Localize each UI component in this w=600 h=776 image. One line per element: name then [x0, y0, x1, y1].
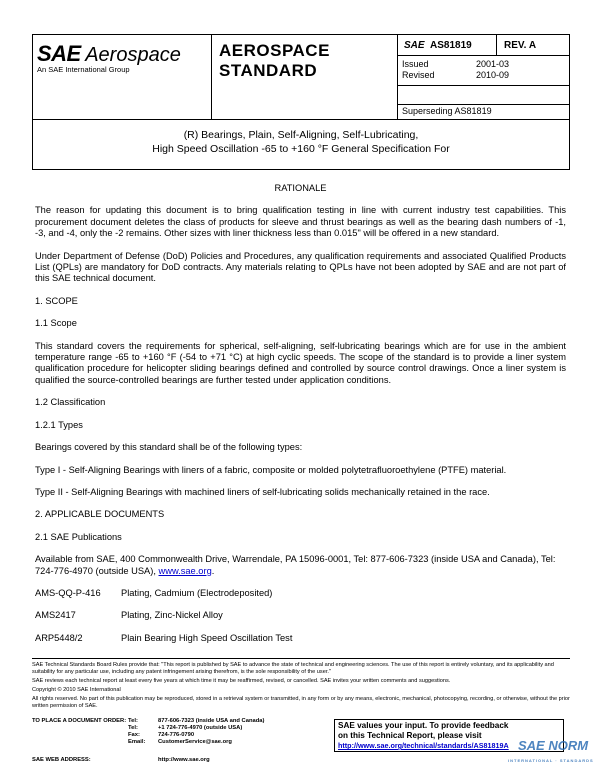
- superseding-row: [398, 85, 569, 105]
- standard-title-line2: STANDARD: [219, 61, 318, 80]
- rationale-paragraph-1: The reason for updating this document is to bring qualification testing in line with current industry test capabilities. This procurement document deletes the class of products for sleeve and thrust bearings as well as the bearing dash numbers of -1, -3, and -4, only the -2 remains. Other sizes with liner thickness less than 0.015" will be offered in a new standard.: [35, 205, 566, 239]
- header-divider: [211, 35, 212, 119]
- tel2-label: Tel:: [128, 725, 138, 731]
- fax-label: Fax:: [128, 732, 140, 738]
- logo-tagline: An SAE International Group: [37, 65, 130, 74]
- footer-rules: SAE Technical Standards Board Rules provide that: "This report is published by SAE to advance the state of technical and engineering sciences. The use of this report is entirely voluntary, and its applicability and suitability for any particular use, including any patent infringement arising therefrom, is the sole responsibility of the user.": [32, 662, 554, 675]
- title-line1: (R) Bearings, Plain, Self-Aligning, Self-Lubricating,: [183, 129, 419, 141]
- reference-title: Plain Bearing High Speed Oscillation Test: [121, 632, 293, 643]
- order-contact: [32, 718, 264, 746]
- revised-label: Revised: [402, 70, 435, 80]
- section-2-heading: 2. APPLICABLE DOCUMENTS: [35, 509, 165, 520]
- reference-code: AMS2417: [35, 610, 76, 621]
- type-1: Type I - Self-Aligning Bearings with liners of a fabric, composite or molded polytetrafluoroethylene (PTFE) material.: [35, 464, 507, 475]
- reference-row: [35, 610, 566, 621]
- tel2-value: +1 724-776-4970 (outside USA): [158, 725, 243, 731]
- revised-value: 2010-09: [476, 70, 510, 80]
- section-1-2-1-heading: 1.2.1 Types: [35, 419, 83, 430]
- feedback-link[interactable]: http://www.sae.org/technical/standards/AS81819A: [338, 741, 509, 750]
- watermark-text: SAE NORM: [518, 738, 589, 753]
- fax-value: 724-776-0790: [158, 732, 195, 738]
- scope-paragraph: This standard covers the requirements for spherical, self-aligning, self-lubricating bearings which are for use in the ambient temperature range -65 to +160 °F (-54 to +71 °C) at high cyclic speeds. The scope of the standard is to provide a liner system qualification procedure for helicopter sliding bearings defined and controlled by source control drawings. Once a liner system is qualified the source-controlled bearings are further tested under application conditions.: [35, 340, 566, 385]
- email-value[interactable]: CustomerService@sae.org: [158, 739, 232, 745]
- availability-text: Available from SAE, 400 Commonwealth Drive, Warrendale, PA 15096-0001, Tel: 877-606-7323 (inside USA and Canada), Tel: 724-776-4970 (outside USA),: [35, 554, 556, 576]
- type-2: Type II - Self-Aligning Bearings with machined liners of self-lubricating solids mechanically retained in the race.: [35, 486, 490, 497]
- section-2-1-heading: 2.1 SAE Publications: [35, 531, 122, 542]
- rationale-heading: RATIONALE: [274, 183, 327, 193]
- email-label: Email:: [128, 739, 146, 745]
- section-1-2-heading: 1.2 Classification: [35, 397, 106, 408]
- issued-label: Issued: [402, 59, 429, 69]
- tel-label: Tel:: [128, 718, 138, 724]
- feedback-line2: on this Technical Report, please visit: [338, 731, 482, 740]
- watermark-subtext: INTERNATIONAL · STANDARDS: [508, 758, 594, 763]
- reference-row: [35, 588, 566, 599]
- order-label: TO PLACE A DOCUMENT ORDER:: [32, 718, 127, 724]
- section-1-heading: 1. SCOPE: [35, 295, 78, 306]
- revision: REV. A: [504, 40, 537, 51]
- document-title: [32, 120, 570, 170]
- sae-aerospace-logo: [37, 41, 207, 74]
- availability-end: .: [211, 565, 215, 576]
- issued-value: 2001-03: [476, 59, 510, 69]
- rev-divider: [496, 35, 497, 55]
- document-body: [35, 183, 566, 644]
- web-address: [32, 757, 210, 763]
- doc-sae-logo: SAE: [404, 40, 425, 51]
- document-info-box: [398, 35, 569, 119]
- header-box: [32, 34, 570, 120]
- logo-sae: SAE: [37, 41, 81, 66]
- standard-title: [219, 41, 330, 81]
- doc-number: AS81819: [430, 40, 472, 51]
- footer-rights: All rights reserved. No part of this publication may be reproduced, stored in a retrieval system or transmitted, in any form or by any means, electronic, mechanical, photocopying, recording, or otherwise, without the prior written permission of SAE.: [32, 696, 570, 709]
- types-intro: Bearings covered by this standard shall be of the following types:: [35, 442, 303, 453]
- standard-title-line1: AEROSPACE: [219, 41, 330, 60]
- reference-code: AMS-QQ-P-416: [35, 587, 101, 598]
- reference-code: ARP5448/2: [35, 632, 83, 643]
- rationale-paragraph-2: Under Department of Defense (DoD) Policies and Procedures, any qualification requirements and associated Qualified Products List (QPLs) are mandatory for DoD contracts. Any materials relating to QPLs have not been adopted by SAE and are not part of this SAE technical document.: [35, 250, 566, 284]
- availability-paragraph: [35, 554, 566, 577]
- legal-footer: [32, 658, 570, 712]
- watermark: [500, 738, 600, 776]
- sae-website-link[interactable]: www.sae.org: [158, 565, 212, 576]
- section-1-1-heading: 1.1 Scope: [35, 318, 77, 329]
- reference-title: Plating, Zinc-Nickel Alloy: [121, 610, 223, 621]
- reference-title: Plating, Cadmium (Electrodeposited): [121, 587, 273, 598]
- feedback-line1: SAE values your input. To provide feedback: [338, 721, 509, 730]
- title-line2: High Speed Oscillation -65 to +160 °F General Specification For: [152, 143, 450, 155]
- footer-review: SAE reviews each technical report at least every five years at which time it may be reaffirmed, revised, or cancelled. SAE invites your written comments and suggestions.: [32, 678, 451, 684]
- logo-aerospace: Aerospace: [85, 44, 181, 66]
- web-label: SAE WEB ADDRESS:: [32, 757, 91, 763]
- superseding: Superseding AS81819: [402, 106, 492, 116]
- tel-value: 877-606-7323 (inside USA and Canada): [158, 718, 265, 724]
- footer-copyright: Copyright © 2010 SAE International: [32, 687, 121, 693]
- doc-number-row: [398, 35, 569, 56]
- web-value[interactable]: http://www.sae.org: [158, 757, 210, 763]
- reference-row: [35, 633, 566, 644]
